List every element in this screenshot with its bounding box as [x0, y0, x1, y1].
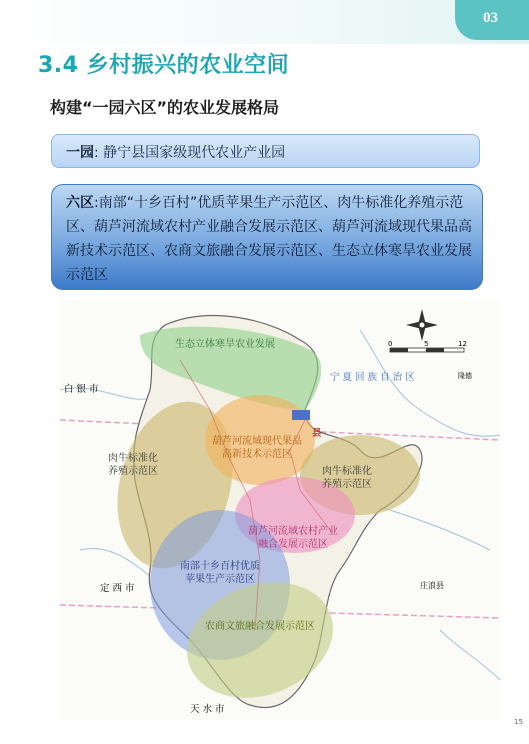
yiyuan-label: 一园: [66, 145, 94, 161]
label-dingxi: 定 西 市: [100, 583, 135, 594]
county-map: [60, 300, 500, 720]
scale-mid: 5: [424, 340, 429, 348]
liuqu-label: 六区: [66, 195, 94, 211]
section-title: 3.4 乡村振兴的农业空间: [38, 53, 290, 78]
scale-zero: 0: [388, 340, 393, 348]
zone-rouniu-west-label: 肉牛标准化 养殖示范区: [108, 453, 158, 477]
label-tianshui: 天 水 市: [190, 704, 225, 715]
subheading: 构建“一园六区”的农业发展格局: [50, 98, 280, 117]
liuqu-text: 南部“十乡百村”优质苹果生产示范区、肉牛标准化养殖示范区、葫芦河流域农村产业融合发展示范区、葫芦河流域现代果品高新技术示范区、农商文旅融合发展示范区、生态立体寒旱农业发展示范区: [66, 195, 472, 283]
zone-shengtai-label: 生态立体寒旱农业发展: [175, 339, 275, 350]
label-baiyin: 白 银 市: [64, 384, 99, 395]
map-canvas: [60, 300, 500, 720]
scale-max: 12: [458, 340, 467, 348]
zone-rouniu-east-label: 肉牛标准化 养殖示范区: [322, 466, 372, 490]
label-county: 县: [312, 428, 322, 439]
zone-nongshang-label: 农商文旅融合发展示范区: [205, 621, 315, 632]
chapter-tab: [455, 0, 529, 40]
label-zhuanglang: 庄浪县: [420, 581, 444, 590]
chapter-number: 03: [483, 10, 498, 26]
yiyuan-text: 静宁县国家级现代农业产业园: [103, 145, 286, 161]
zone-hulu-ronghe-label: 葫芦河流域农村产业 融合发展示范区: [248, 526, 338, 550]
liuqu-box: 六区:南部“十乡百村”优质苹果生产示范区、肉牛标准化养殖示范区、葫芦河流域农村产业融合发展示范区、葫芦河流域现代果品高新技术示范区、农商文旅融合发展示范区、生态立体寒旱农业发展示范区: [51, 184, 483, 290]
label-longde: 隆德: [458, 372, 472, 380]
zone-hulu-gaoxin-label: 葫芦河流域现代果品 高新技术示范区: [212, 436, 302, 460]
zone-nanbu-apple-label: 南部十乡百村优质 苹果生产示范区: [180, 561, 260, 585]
yiyuan-box: 一园: 静宁县国家级现代农业产业园: [51, 134, 480, 168]
label-ningxia: 宁 夏 回 族 自 治 区: [330, 372, 415, 383]
top-band: [0, 0, 529, 44]
page-number: 15: [514, 718, 523, 726]
